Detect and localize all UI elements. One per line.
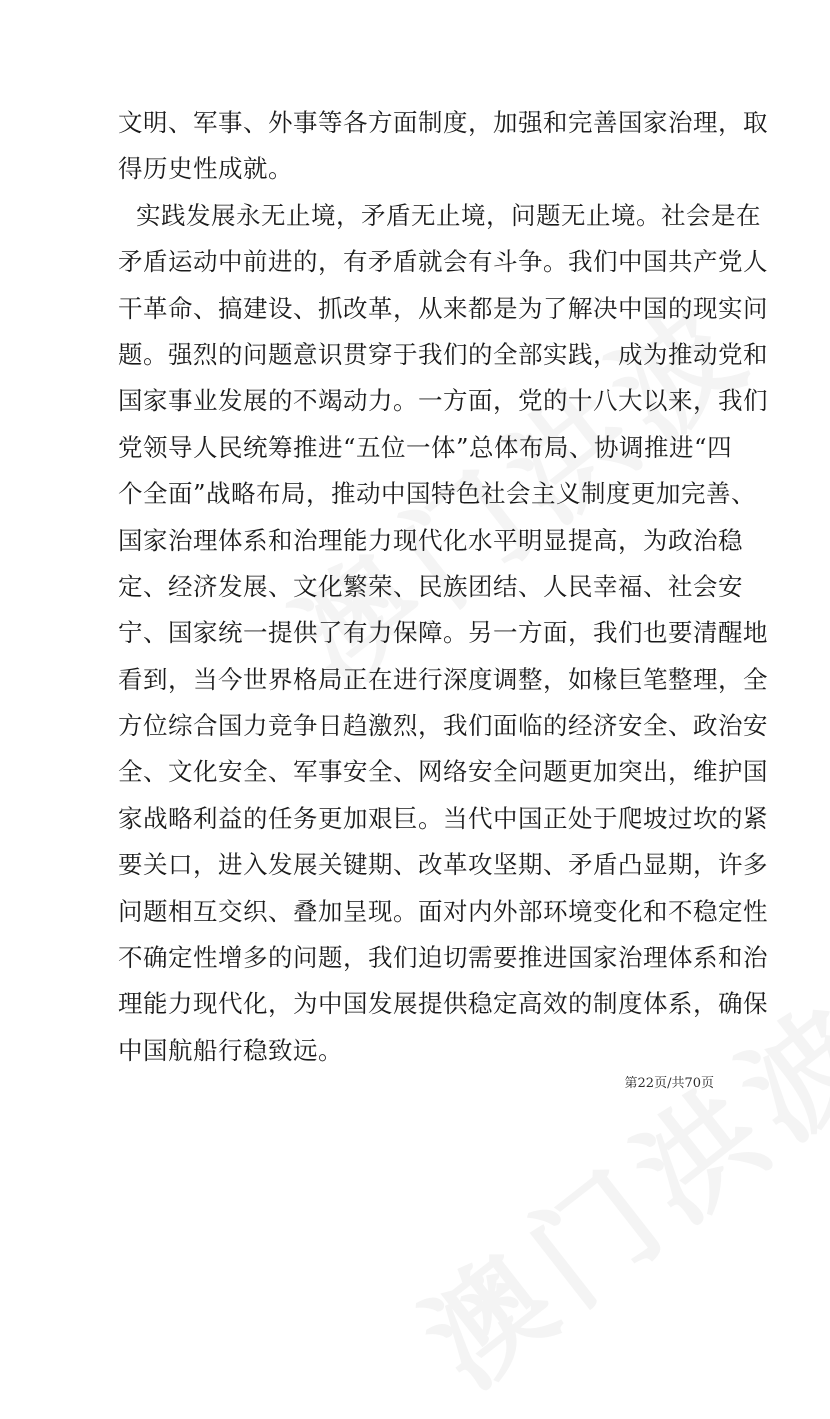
text-line: 全、文化安全、军事安全、网络安全问题更加突出，维护国 [118,757,768,787]
paragraph-first-line: 实践发展永无止境，矛盾无止境，问题无止境。社会是在 [136,200,761,230]
text-line: 国家治理体系和治理能力现代化水平明显提高，为政治稳 [118,525,743,555]
text-line: 定、经济发展、文化繁荣、民族团结、人民幸福、社会安 [118,571,743,601]
text-line: 得历史性成就。 [118,154,293,184]
text-line: 看到，当今世界格局正在进行深度调整，如椽巨笔整理，全 [118,664,768,694]
text-line: 问题相互交织、叠加呈现。面对内外部环境变化和不稳定性 [118,896,768,926]
text-line: 干革命、搞建设、抓改革，从来都是为了解决中国的现实问 [118,293,768,323]
text-line: 方位综合国力竞争日趋激烈，我们面临的经济安全、政治安 [118,711,768,741]
body-text [118,100,768,1074]
text-line: 家战略利益的任务更加艰巨。当代中国正处于爬坡过坎的紧 [118,803,768,833]
text-line: 宁、国家统一提供了有力保障。另一方面，我们也要清醒地 [118,618,768,648]
text-line: 不确定性增多的问题，我们迫切需要推进国家治理体系和治 [118,943,768,973]
text-line: 国家事业发展的不竭动力。一方面，党的十八大以来，我们 [118,386,768,416]
text-line: 党领导人民统筹推进“五位一体”总体布局、协调推进“四 [118,432,733,462]
text-line: 要关口，进入发展关键期、改革攻坚期、矛盾凸显期，许多 [118,850,768,880]
page-number: 第22页/共70页 [624,1076,714,1091]
text-line: 个全面”战略布局，推动中国特色社会主义制度更加完善、 [118,479,757,509]
text-line: 矛盾运动中前进的，有矛盾就会有斗争。我们中国共产党人 [118,247,768,277]
text-line: 题。强烈的问题意识贯穿于我们的全部实践，成为推动党和 [118,339,768,369]
text-line: 文明、军事、外事等各方面制度，加强和完善国家治理，取 [118,108,768,137]
text-line: 中国航船行稳致远。 [118,1035,343,1065]
text-line: 理能力现代化，为中国发展提供稳定高效的制度体系，确保 [118,989,768,1019]
